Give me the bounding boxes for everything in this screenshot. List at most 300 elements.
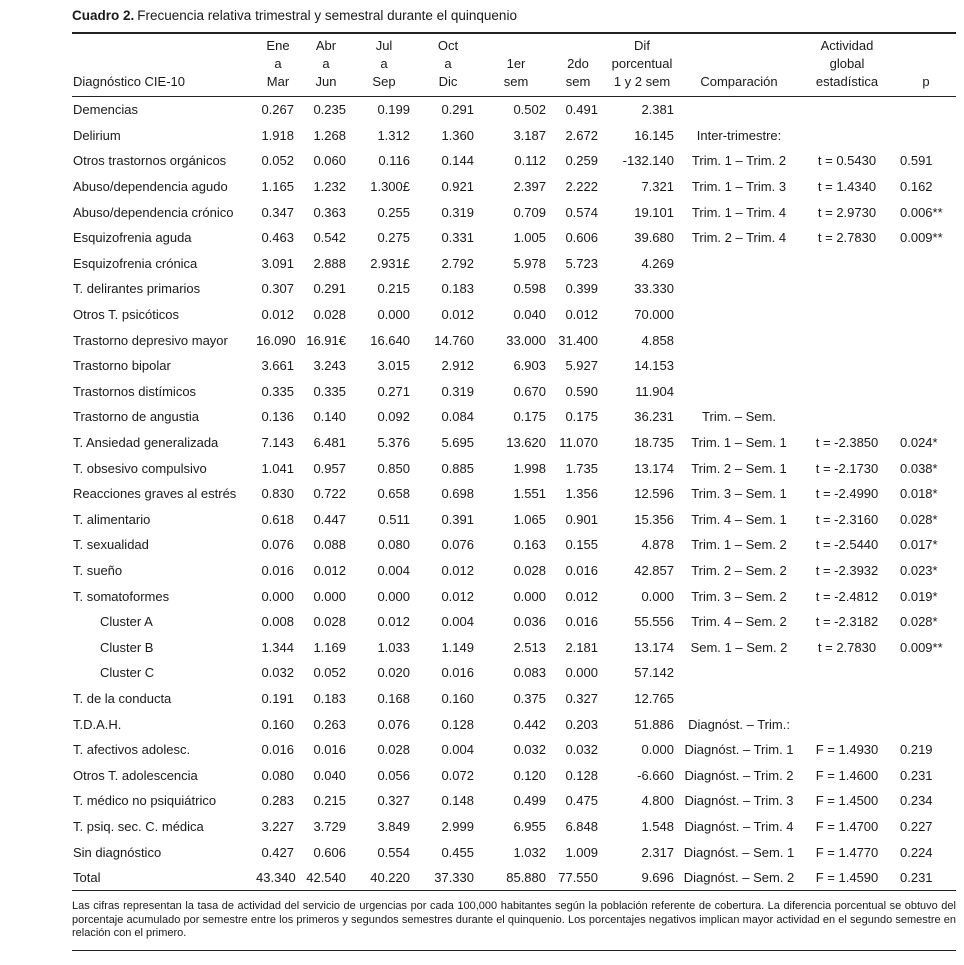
value-cell: 0.283	[261, 793, 294, 809]
value-cell: 1.009	[565, 844, 598, 860]
value-cell: 0.028	[313, 614, 346, 630]
value-cell: 33.000	[506, 332, 546, 348]
value-cell: 4.878	[641, 537, 674, 553]
comparison-cell: Diagnóst. – Sem. 1	[683, 844, 795, 860]
table-row	[72, 276, 956, 302]
statistic-cell: F = 1.4590	[815, 870, 879, 886]
value-cell: 55.556	[634, 614, 674, 630]
value-cell: 0.112	[514, 153, 546, 169]
statistic-cell: t = 2.9730	[817, 204, 877, 220]
p-value-cell: 0.162	[900, 179, 933, 195]
value-cell: 11.070	[559, 435, 598, 451]
value-cell: 0.028	[313, 307, 346, 323]
value-cell: 0.012	[441, 307, 474, 323]
p-value-cell: 0.028*	[900, 511, 938, 527]
p-value-cell	[896, 97, 956, 123]
value-cell: 2.381	[641, 102, 674, 118]
value-cell: 2.181	[565, 639, 598, 655]
table-row	[72, 251, 956, 277]
value-cell: 3.849	[377, 818, 410, 834]
value-cell: 0.175	[565, 409, 598, 425]
table-row	[72, 711, 956, 737]
table-row	[72, 174, 956, 200]
value-cell: 0.263	[313, 716, 346, 732]
table-row	[72, 379, 956, 405]
diagnosis-cell: Cluster C	[100, 665, 155, 681]
value-cell: 0.175	[513, 409, 546, 425]
value-cell: 0.028	[513, 562, 546, 578]
table-row	[72, 583, 956, 609]
statistic-cell: t = -2.3182	[815, 614, 879, 630]
comparison-cell: Diagnóst. – Trim. 1	[684, 742, 794, 758]
p-value-cell: 0.024*	[900, 435, 938, 451]
comparison-cell: Trim. – Sem.	[702, 409, 776, 425]
col-header-dif-porcentual	[604, 33, 680, 97]
p-value-cell: 0.019*	[900, 588, 938, 604]
value-cell: 40.220	[370, 870, 410, 886]
value-cell: 0.092	[377, 409, 410, 425]
header-line: sem	[503, 74, 529, 89]
value-cell: -132.140	[622, 153, 674, 169]
p-value-cell	[896, 123, 956, 149]
statistic-cell: F = 1.4930	[815, 742, 879, 758]
value-cell: 0.598	[513, 281, 546, 297]
value-cell: 0.658	[377, 486, 410, 502]
comparison-cell	[680, 302, 798, 328]
p-value-cell: 0.224	[900, 844, 933, 860]
header-line: Abr	[315, 38, 337, 53]
p-value-cell: 0.006**	[900, 204, 943, 220]
header-line: global	[829, 56, 865, 71]
header-line: a	[444, 56, 452, 71]
value-cell: 0.012	[565, 588, 598, 604]
value-cell: 0.375	[513, 690, 546, 706]
value-cell: 3.187	[513, 127, 546, 143]
table-footnote: Las cifras representan la tasa de actividad del servicio de urgencias por cada 100,000 habitantes según la población referente de cobertura. La diferencia porcentual se obtuvo del porcentaje acumulado por semestre entre los primeros y segundos semestres durante el quinquenio. Los porcentajes negativos implican mayor actividad en el segundo semestre en relación con el primero.	[72, 900, 956, 951]
statistic-cell: t = -2.4812	[815, 588, 879, 604]
value-cell: 5.723	[565, 255, 598, 271]
value-cell: 31.400	[558, 332, 598, 348]
value-cell: 0.455	[441, 844, 474, 860]
value-cell: 2.792	[441, 255, 474, 271]
value-cell: 2.912	[441, 358, 474, 374]
value-cell: 0.072	[441, 767, 474, 783]
comparison-cell: Trim. 1 – Sem. 1	[691, 435, 787, 451]
value-cell: 0.084	[441, 409, 474, 425]
value-cell: 0.709	[513, 204, 546, 220]
value-cell: 2.931£	[370, 255, 410, 271]
diagnosis-cell: T. psiq. sec. C. médica	[73, 818, 204, 834]
value-cell: 0.036	[513, 614, 546, 630]
value-cell: 1.551	[513, 486, 546, 502]
value-cell: 2.317	[641, 844, 674, 860]
p-value-cell: 0.227	[900, 818, 933, 834]
value-cell: 2.513	[513, 639, 546, 655]
value-cell: 0.016	[313, 742, 346, 758]
value-cell: 14.153	[634, 358, 674, 374]
header-line: 1 y 2 sem	[613, 74, 671, 89]
table-row	[72, 762, 956, 788]
diagnosis-cell: Total	[73, 870, 101, 886]
table-title	[72, 8, 956, 23]
value-cell: 0.307	[261, 281, 294, 297]
value-cell: 0.000	[313, 588, 346, 604]
diagnosis-cell: T. delirantes primarios	[73, 281, 201, 297]
value-cell: 37.330	[434, 870, 474, 886]
value-cell: 0.574	[565, 204, 598, 220]
statistic-cell	[798, 276, 896, 302]
comparison-cell	[680, 379, 798, 405]
statistic-cell: t = -2.3932	[815, 562, 879, 578]
value-cell: 0.391	[441, 511, 474, 527]
value-cell: 0.168	[377, 690, 410, 706]
value-cell: 1.300£	[370, 179, 410, 195]
value-cell: 0.080	[261, 767, 294, 783]
value-cell: 3.227	[261, 818, 294, 834]
table-row	[72, 404, 956, 430]
value-cell: 0.554	[377, 844, 410, 860]
table-row	[72, 455, 956, 481]
value-cell: 0.076	[261, 537, 294, 553]
value-cell: 0.004	[377, 562, 410, 578]
value-cell: 0.259	[565, 153, 598, 169]
value-cell: 1.165	[261, 179, 294, 195]
frequency-table	[72, 32, 956, 891]
statistic-cell: F = 1.4600	[815, 767, 879, 783]
value-cell: 0.901	[565, 511, 598, 527]
value-cell: 0.076	[377, 716, 410, 732]
value-cell: 0.004	[441, 742, 474, 758]
value-cell: 1.149	[441, 639, 474, 655]
header-line: Mar	[266, 74, 290, 89]
table-row	[72, 839, 956, 865]
value-cell: 0.148	[441, 793, 474, 809]
value-cell: 0.083	[513, 665, 546, 681]
statistic-cell	[798, 327, 896, 353]
value-cell: 13.174	[634, 460, 674, 476]
value-cell: 0.000	[513, 588, 546, 604]
value-cell: 0.076	[441, 537, 474, 553]
value-cell: 0.199	[377, 102, 410, 118]
p-value-cell: 0.591	[900, 153, 933, 169]
comparison-cell: Trim. 4 – Sem. 1	[691, 511, 787, 527]
comparison-cell: Diagnóst. – Trim. 3	[684, 793, 794, 809]
diagnosis-cell: Trastornos distímicos	[73, 383, 197, 399]
statistic-cell: F = 1.4770	[815, 844, 879, 860]
value-cell: 1.735	[565, 460, 598, 476]
value-cell: 0.016	[441, 665, 474, 681]
value-cell: 0.885	[441, 460, 474, 476]
header-line: Dic	[438, 74, 458, 89]
col-header-sem1	[480, 33, 552, 97]
value-cell: 0.331	[441, 230, 474, 246]
value-cell: 0.319	[441, 204, 474, 220]
value-cell: 0.327	[377, 793, 410, 809]
value-cell: 0.052	[261, 153, 294, 169]
value-cell: 0.255	[377, 204, 410, 220]
header-line: Dif	[634, 38, 650, 53]
statistic-cell	[798, 711, 896, 737]
value-cell: 39.680	[634, 230, 674, 246]
comparison-cell: Inter-trimestre:	[696, 127, 782, 143]
value-cell: 0.830	[261, 486, 294, 502]
value-cell: 4.269	[641, 255, 674, 271]
value-cell: 0.183	[441, 281, 474, 297]
value-cell: 0.335	[261, 383, 294, 399]
value-cell: 0.442	[513, 716, 546, 732]
value-cell: 0.016	[565, 614, 598, 630]
value-cell: 2.999	[441, 818, 474, 834]
diagnosis-cell: T. médico no psiquiátrico	[73, 793, 217, 809]
value-cell: -6.660	[637, 767, 674, 783]
value-cell: 0.235	[313, 102, 346, 118]
value-cell: 1.344	[261, 639, 294, 655]
statistic-cell: t = 1.4340	[817, 179, 877, 195]
value-cell: 0.016	[565, 562, 598, 578]
value-cell: 0.215	[313, 793, 346, 809]
diagnosis-cell: Otros T. psicóticos	[73, 307, 179, 323]
value-cell: 1.356	[565, 486, 598, 502]
col-header-p	[896, 33, 956, 97]
value-cell: 5.376	[377, 435, 410, 451]
value-cell: 2.888	[313, 255, 346, 271]
value-cell: 0.008	[261, 614, 294, 630]
value-cell: 0.020	[377, 665, 410, 681]
value-cell: 2.222	[565, 179, 598, 195]
value-cell: 0.012	[261, 307, 294, 323]
value-cell: 1.548	[641, 818, 674, 834]
header-line: a	[274, 56, 282, 71]
p-value-cell	[896, 711, 956, 737]
table-row	[72, 814, 956, 840]
diagnosis-cell: Trastorno depresivo mayor	[73, 332, 228, 348]
p-value-cell: 0.028*	[900, 614, 938, 630]
comparison-cell: Trim. 2 – Trim. 4	[691, 230, 787, 246]
table-row	[72, 788, 956, 814]
value-cell: 15.356	[634, 511, 674, 527]
comparison-cell: Trim. 3 – Sem. 2	[691, 588, 787, 604]
p-value-cell: 0.009**	[900, 230, 943, 246]
header-line: Jun	[315, 74, 337, 89]
comparison-cell	[680, 276, 798, 302]
paper-table-figure	[72, 8, 956, 951]
value-cell: 1.998	[513, 460, 546, 476]
diagnosis-cell: Cluster A	[100, 614, 153, 630]
header-line: Ene	[266, 38, 290, 53]
value-cell: 5.695	[441, 435, 474, 451]
diagnosis-cell: Abuso/dependencia agudo	[73, 179, 228, 195]
table-row	[72, 865, 956, 891]
p-value-cell	[896, 276, 956, 302]
value-cell: 0.000	[261, 588, 294, 604]
value-cell: 0.267	[261, 102, 294, 118]
value-cell: 6.481	[313, 435, 346, 451]
diagnosis-cell: T. obsesivo compulsivo	[73, 460, 207, 476]
comparison-cell	[680, 327, 798, 353]
value-cell: 13.620	[506, 435, 546, 451]
value-cell: 0.012	[313, 562, 346, 578]
header-line: a	[380, 56, 388, 71]
diagnosis-cell: Demencias	[73, 102, 139, 118]
value-cell: 12.765	[634, 690, 674, 706]
p-value-cell	[896, 251, 956, 277]
value-cell: 16.91€	[306, 332, 346, 348]
p-value-cell	[896, 353, 956, 379]
value-cell: 0.399	[565, 281, 598, 297]
value-cell: 1.169	[313, 639, 346, 655]
value-cell: 0.271	[377, 383, 410, 399]
value-cell: 0.160	[261, 716, 294, 732]
diagnosis-cell: Esquizofrenia crónica	[73, 255, 198, 271]
value-cell: 1.065	[513, 511, 546, 527]
value-cell: 0.155	[565, 537, 598, 553]
statistic-cell	[798, 97, 896, 123]
value-cell: 0.088	[313, 537, 346, 553]
header-line: Diagnóstico CIE-10	[73, 74, 185, 89]
header-line: porcentual	[611, 56, 673, 71]
p-value-cell: 0.009**	[900, 639, 943, 655]
value-cell: 0.032	[513, 742, 546, 758]
col-header-q1	[256, 33, 300, 97]
diagnosis-cell: T.D.A.H.	[73, 716, 122, 732]
diagnosis-cell: Otros trastornos orgánicos	[73, 153, 227, 169]
value-cell: 0.012	[377, 614, 410, 630]
value-cell: 0.128	[441, 716, 474, 732]
value-cell: 0.319	[441, 383, 474, 399]
col-header-q3	[352, 33, 416, 97]
value-cell: 0.120	[513, 767, 546, 783]
value-cell: 3.729	[313, 818, 346, 834]
value-cell: 5.978	[513, 255, 546, 271]
comparison-cell: Diagnóst. – Sem. 2	[683, 870, 795, 886]
diagnosis-cell: Otros T. adolescencia	[73, 767, 198, 783]
header-line: sem	[565, 74, 591, 89]
comparison-cell: Trim. 1 – Trim. 2	[691, 153, 787, 169]
p-value-cell	[896, 660, 956, 686]
header-row	[72, 33, 956, 97]
diagnosis-cell: Trastorno bipolar	[73, 358, 171, 374]
comparison-cell: Trim. 1 – Sem. 2	[691, 537, 787, 553]
comparison-cell	[680, 353, 798, 379]
table-row	[72, 148, 956, 174]
statistic-cell	[798, 251, 896, 277]
header-line: Actividad	[820, 38, 874, 53]
value-cell: 0.502	[513, 102, 546, 118]
value-cell: 2.672	[565, 127, 598, 143]
statistic-cell: F = 1.4700	[815, 818, 879, 834]
value-cell: 42.540	[306, 870, 346, 886]
value-cell: 0.335	[313, 383, 346, 399]
value-cell: 0.722	[313, 486, 346, 502]
table-row	[72, 430, 956, 456]
p-value-cell: 0.231	[900, 767, 933, 783]
value-cell: 0.957	[313, 460, 346, 476]
comparison-cell	[680, 97, 798, 123]
value-cell: 33.330	[634, 281, 674, 297]
value-cell: 7.321	[641, 179, 674, 195]
value-cell: 77.550	[558, 870, 598, 886]
value-cell: 3.091	[261, 255, 294, 271]
header-line: Oct	[437, 38, 459, 53]
diagnosis-cell: T. afectivos adolesc.	[73, 742, 191, 758]
diagnosis-cell: T. sexualidad	[73, 537, 149, 553]
header-line: p	[922, 74, 930, 89]
value-cell: 0.475	[565, 793, 598, 809]
value-cell: 0.160	[441, 690, 474, 706]
value-cell: 0.028	[377, 742, 410, 758]
value-cell: 7.143	[261, 435, 294, 451]
value-cell: 0.291	[441, 102, 474, 118]
diagnosis-cell: Trastorno de angustia	[73, 409, 199, 425]
table-row	[72, 686, 956, 712]
table-row	[72, 123, 956, 149]
table-row	[72, 660, 956, 686]
value-cell: 0.590	[565, 383, 598, 399]
comparison-cell: Diagnóst. – Trim.:	[688, 716, 790, 732]
diagnosis-cell: T. Ansiedad generalizada	[73, 435, 219, 451]
statistic-cell: t = -2.5440	[815, 537, 879, 553]
col-header-actividad-global	[798, 33, 896, 97]
value-cell: 0.447	[313, 511, 346, 527]
header-line: Jul	[375, 38, 393, 53]
value-cell: 1.032	[513, 844, 546, 860]
header-line: Comparación	[700, 74, 778, 89]
comparison-cell: Trim. 1 – Trim. 4	[691, 204, 787, 220]
value-cell: 6.903	[513, 358, 546, 374]
col-header-comparacion	[680, 33, 798, 97]
statistic-cell: t = -2.4990	[815, 486, 879, 502]
col-header-q4	[416, 33, 480, 97]
value-cell: 2.397	[513, 179, 546, 195]
table-row	[72, 532, 956, 558]
comparison-cell: Trim. 2 – Sem. 1	[691, 460, 787, 476]
p-value-cell	[896, 302, 956, 328]
value-cell: 0.060	[313, 153, 346, 169]
value-cell: 0.427	[261, 844, 294, 860]
value-cell: 51.886	[634, 716, 674, 732]
header-line: 1er	[506, 56, 526, 71]
value-cell: 0.618	[261, 511, 294, 527]
value-cell: 1.005	[513, 230, 546, 246]
statistic-cell: t = 2.7830	[817, 230, 877, 246]
value-cell: 5.927	[565, 358, 598, 374]
value-cell: 0.542	[313, 230, 346, 246]
col-header-sem2	[552, 33, 604, 97]
value-cell: 0.012	[441, 562, 474, 578]
value-cell: 0.000	[641, 742, 674, 758]
table-number-label: Cuadro 2.	[72, 8, 135, 23]
comparison-cell: Sem. 1 – Sem. 2	[690, 639, 788, 655]
value-cell: 0.491	[565, 102, 598, 118]
value-cell: 1.268	[313, 127, 346, 143]
col-header-diagnostico	[72, 33, 256, 97]
value-cell: 0.016	[261, 562, 294, 578]
value-cell: 0.183	[313, 690, 346, 706]
comparison-cell: Trim. 4 – Sem. 2	[691, 614, 787, 630]
value-cell: 0.327	[565, 690, 598, 706]
value-cell: 0.275	[377, 230, 410, 246]
comparison-cell: Diagnóst. – Trim. 4	[684, 818, 794, 834]
value-cell: 9.696	[641, 870, 674, 886]
comparison-cell: Trim. 2 – Sem. 2	[691, 562, 787, 578]
table-caption: Frecuencia relativa trimestral y semestral durante el quinquenio	[137, 8, 517, 23]
value-cell: 14.760	[434, 332, 474, 348]
value-cell: 0.032	[261, 665, 294, 681]
value-cell: 0.116	[378, 153, 410, 169]
value-cell: 0.052	[313, 665, 346, 681]
header-line: 2do	[567, 56, 589, 71]
statistic-cell: t = -2.3850	[815, 435, 879, 451]
